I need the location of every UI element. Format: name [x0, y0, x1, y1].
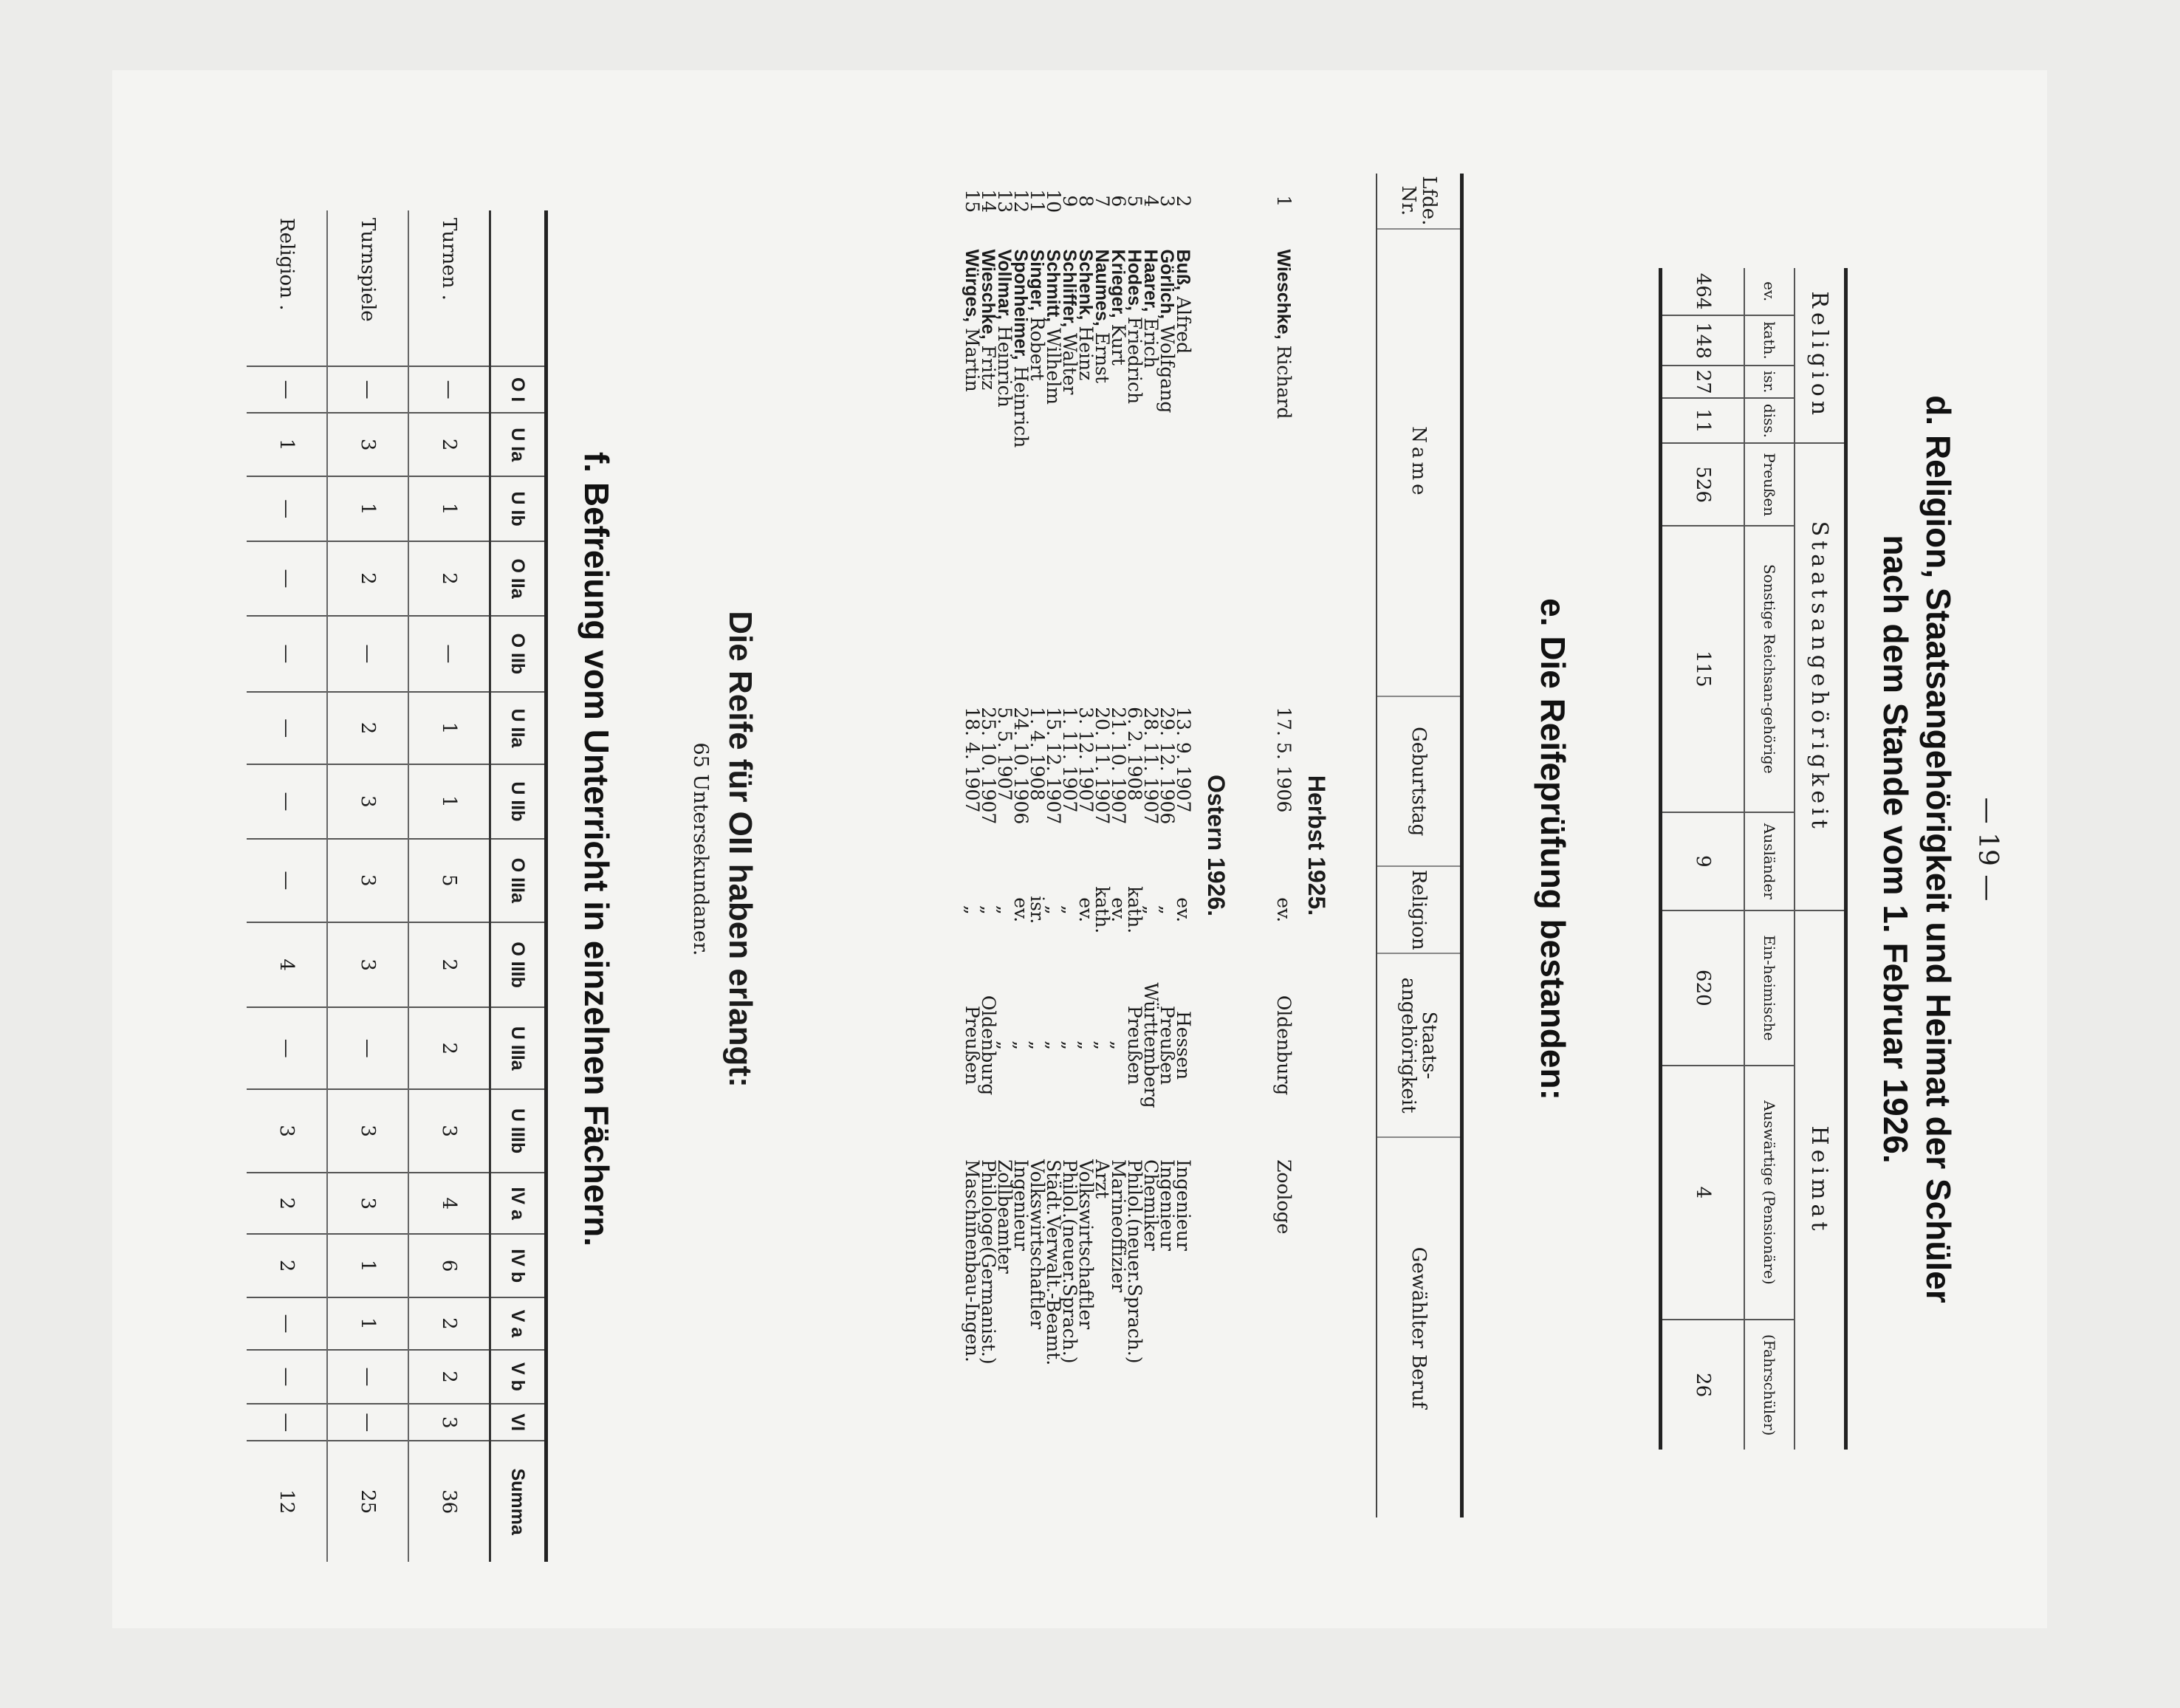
col-sonstige: Sonstige Reichsan-gehörige [1744, 526, 1795, 812]
row-birthdate: 6. 2. 1908 [1124, 707, 1145, 801]
row-nr: 8 [1075, 195, 1097, 208]
row-religion: „ [1043, 905, 1064, 915]
row-career: Philol.(neuer.Sprach.) [1124, 1159, 1145, 1364]
reife-subtitle: 65 Untersekundaner. [689, 742, 712, 956]
row-state: Oldenburg [978, 995, 999, 1096]
first-name: Heinz [1075, 320, 1097, 381]
row-name [1075, 229, 1097, 697]
exemption-count: — [327, 616, 408, 692]
surname: Hodes, [1124, 249, 1145, 311]
exemption-count: 1 [327, 476, 408, 541]
row-nr: 12 [1010, 189, 1032, 213]
row-name [1273, 229, 1295, 697]
surname: Krieger, [1108, 249, 1128, 318]
row-name [1124, 229, 1145, 697]
exemption-count: — [327, 366, 408, 413]
exemption-count: 2 [247, 1234, 327, 1297]
exemption-count: 3 [327, 764, 408, 839]
exemption-count: 12 [247, 1441, 327, 1562]
row-religion: ev. [1075, 897, 1097, 923]
exemption-count: 3 [327, 1089, 408, 1173]
befreiung-table [247, 210, 548, 1562]
class-column-header: VI [490, 1404, 546, 1441]
class-column-header: IV b [490, 1234, 546, 1297]
row-name [1140, 229, 1162, 697]
reife-title: Die Reife für OII haben erlangt: [722, 611, 758, 1088]
class-column-header: U IIIb [490, 1089, 546, 1173]
surname: Schliffer, [1059, 249, 1080, 328]
col-preussen: Preußen [1744, 443, 1795, 525]
row-nr: 14 [978, 189, 999, 213]
surname: Buß, [1173, 249, 1193, 291]
exemption-count: — [327, 1007, 408, 1089]
row-name [1026, 229, 1048, 697]
row-career: Ingenieur [1156, 1159, 1178, 1251]
row-career: Chemiker [1140, 1159, 1162, 1251]
exemption-count: — [247, 366, 327, 413]
first-name: Heinrich [1010, 360, 1032, 448]
row-state: „ [1108, 1040, 1129, 1051]
row-state: Preußen [1156, 1005, 1178, 1085]
exemption-count: 3 [247, 1089, 327, 1173]
table-row [964, 174, 980, 1517]
value-fahrschueler: 26 [1661, 1320, 1745, 1450]
class-column-header: U IIa [490, 692, 546, 764]
subject-label: Turnen . [408, 210, 490, 366]
row-name [978, 229, 999, 697]
row-religion: „ [1059, 905, 1080, 915]
exemption-count: 3 [327, 922, 408, 1008]
spacer-row [1342, 174, 1377, 1517]
class-column-header: U IIIa [490, 1007, 546, 1089]
row-religion: kath. [1124, 886, 1145, 934]
exemption-count: — [247, 541, 327, 616]
row-career: Volkswirtschaftler [1026, 1159, 1048, 1330]
term-row [1292, 174, 1342, 1517]
row-religion: ev. [1108, 897, 1129, 923]
surname: Singer, [1026, 249, 1047, 311]
table-row [1126, 174, 1142, 1517]
group-heimat: Heimat [1795, 910, 1846, 1450]
row-religion: „ [962, 905, 983, 915]
value-kath: 148 [1661, 315, 1745, 366]
exemption-count: 2 [408, 1297, 490, 1350]
religion-nationality-table [1659, 268, 1848, 1450]
page-number: — 19 — [1972, 797, 2003, 902]
exemption-count: 3 [327, 1173, 408, 1234]
exemption-count: — [247, 476, 327, 541]
exemption-count: 1 [408, 476, 490, 541]
table-row [327, 210, 408, 1562]
row-birthdate: 3. 12. 1907 [1075, 707, 1097, 813]
exemption-count: 2 [408, 922, 490, 1008]
col-auslaender: Ausländer [1744, 812, 1795, 910]
exemption-count: 2 [327, 692, 408, 764]
first-name: Wilhelm [1043, 322, 1064, 405]
subject-label: Religion . [275, 218, 298, 311]
group-staatsangehoerigkeit: Staatsangehörigkeit [1795, 443, 1846, 910]
value-auslaender: 9 [1661, 812, 1745, 910]
row-birthdate: 13. 9. 1907 [1173, 707, 1194, 813]
first-name: Erich [1140, 312, 1162, 368]
row-state: „ [994, 1040, 1015, 1051]
first-name: Alfred [1173, 290, 1194, 354]
value-ev: 464 [1661, 268, 1745, 315]
exemption-count: 4 [408, 1173, 490, 1234]
first-name: Kurt [1108, 318, 1129, 366]
group-religion: Religion [1795, 268, 1846, 443]
header-name: Name [1377, 229, 1462, 697]
row-religion: kath. [1091, 886, 1113, 934]
row-career: Philologe(Germanist.) [978, 1159, 999, 1365]
row-career: Maschinenbau-Ingen. [962, 1159, 983, 1362]
row-state: Oldenburg [1273, 995, 1295, 1096]
exemption-count: — [247, 1297, 327, 1350]
exemption-count: 2 [247, 1173, 327, 1234]
exemption-count: — [327, 1350, 408, 1404]
row-name [1043, 229, 1064, 697]
row-name [1059, 229, 1080, 697]
row-nr: 6 [1108, 195, 1129, 208]
row-birthdate: 20. 11. 1907 [1091, 707, 1113, 825]
class-column-header: V b [490, 1350, 546, 1404]
exemption-count: 1 [327, 1234, 408, 1297]
row-career: Städt.Verwalt.-Beamt. [1043, 1159, 1064, 1366]
row-name [1173, 229, 1194, 697]
class-column-header: U Ia [490, 413, 546, 476]
row-career: Ingenieur [1010, 1159, 1032, 1251]
exemption-count: 36 [408, 1441, 490, 1562]
exemption-count: 2 [408, 541, 490, 616]
exemption-count: 4 [247, 922, 327, 1008]
surname: Wieschke, [978, 249, 998, 340]
row-religion: ev. [1173, 897, 1194, 923]
row-career: Zollbeamter [994, 1159, 1015, 1274]
col-isr: isr. [1744, 366, 1795, 399]
row-nr: 2 [1173, 195, 1194, 208]
row-name [1010, 229, 1032, 697]
section-f-title: f. Befreiung vom Unterricht in einzelnen Fächern. [577, 451, 616, 1247]
term-row [1191, 174, 1241, 1517]
exemption-count: 3 [327, 413, 408, 476]
row-state: „ [1026, 1040, 1048, 1051]
row-religion: „ [1140, 905, 1162, 915]
row-career: Marineoffizier [1108, 1159, 1129, 1293]
row-career: Volkswirtschaftler [1075, 1159, 1097, 1330]
row-state: Preußen [962, 1005, 983, 1085]
first-name: Wolfgang [1156, 319, 1178, 414]
surname: Schmitt, [1043, 249, 1063, 323]
exemption-count: 5 [408, 839, 490, 922]
surname: Haarer, [1140, 249, 1161, 312]
exemption-count: — [408, 616, 490, 692]
class-column-header: V a [490, 1297, 546, 1350]
row-birthdate: 25. 10. 1907 [978, 707, 999, 825]
class-column-header: U Ib [490, 476, 546, 541]
exemption-count: 1 [408, 692, 490, 764]
first-name: Ernst [1091, 326, 1113, 383]
exemption-count: 25 [327, 1441, 408, 1562]
first-name: Walter [1059, 327, 1080, 395]
exemption-count: 2 [327, 541, 408, 616]
surname: Sponheimer, [1010, 249, 1031, 360]
exemption-count: 2 [408, 413, 490, 476]
row-religion: isr. [1026, 896, 1048, 925]
row-state: Hessen [1173, 1010, 1194, 1080]
value-einheimische: 620 [1661, 910, 1745, 1066]
row-nr: 3 [1156, 195, 1178, 208]
row-birthdate: 5. 5. 1907 [994, 707, 1015, 801]
value-auswaertige: 4 [1661, 1066, 1745, 1320]
row-name [1156, 229, 1178, 697]
row-religion: „ [994, 905, 1015, 915]
col-fahrschueler: (Fahrschüler) [1744, 1320, 1795, 1450]
exemption-count: — [247, 839, 327, 922]
section-d-title: d. Religion, Staatsangehörigkeit und Heimat der Schüler [1919, 395, 1958, 1303]
row-nr: 13 [994, 189, 1015, 213]
document-page [112, 70, 2047, 1628]
exemption-count: 3 [327, 839, 408, 922]
first-name: Martin [962, 322, 983, 392]
row-nr: 9 [1059, 195, 1080, 208]
row-name [1091, 229, 1113, 697]
row-birthdate: 29. 12. 1906 [1156, 707, 1178, 825]
exemption-count: 1 [247, 413, 327, 476]
class-column-header: O IIIb [490, 922, 546, 1008]
row-religion: „ [1156, 905, 1178, 915]
exemption-count: 3 [408, 1404, 490, 1441]
surname: Wieschke, [1273, 249, 1294, 340]
row-birthdate: 24. 10. 1906 [1010, 707, 1032, 825]
row-birthdate: 1. 4. 1908 [1026, 707, 1048, 801]
class-column-header: Summa [490, 1441, 546, 1562]
exemption-count: — [327, 1404, 408, 1441]
class-column-header: IV a [490, 1173, 546, 1234]
value-isr: 27 [1661, 366, 1745, 399]
header-staatsangehoerigkeit: Staats-angehörigkeit [1377, 953, 1462, 1137]
exemption-count: 1 [327, 1297, 408, 1350]
row-career: Zoologe [1273, 1159, 1295, 1235]
class-column-header: O I [490, 366, 546, 413]
class-column-header: O IIb [490, 616, 546, 692]
exemption-count: — [247, 692, 327, 764]
class-column-header: U IIb [490, 764, 546, 839]
col-kath: kath. [1744, 315, 1795, 366]
header-nr: Lfde. Nr. [1377, 174, 1462, 229]
header-religion: Religion [1377, 866, 1462, 953]
row-birthdate: 17. 5. 1906 [1273, 707, 1295, 813]
term-label: Herbst 1925. [1303, 775, 1331, 916]
section-e-title: e. Die Reifeprüfung bestanden: [1534, 598, 1572, 1100]
exemption-count: — [247, 1350, 327, 1404]
surname: Schenk, [1075, 249, 1096, 320]
first-name: Richard [1273, 339, 1295, 419]
first-name: Heinrich [994, 320, 1015, 408]
row-career: Philol.(neuer.Sprach.) [1059, 1159, 1080, 1364]
table-row [1159, 174, 1175, 1517]
row-religion: ev. [1010, 897, 1032, 923]
exemption-count: — [247, 1007, 327, 1089]
row-birthdate: 1. 11. 1907 [1059, 707, 1080, 813]
header-geburtstag: Geburtstag [1377, 696, 1462, 866]
row-name [962, 229, 983, 697]
subject-label: Turnspiele [327, 210, 408, 366]
section-d-subtitle: nach dem Stande vom 1. Februar 1926. [1876, 535, 1915, 1164]
value-diss: 11 [1661, 398, 1745, 443]
value-sonstige: 115 [1661, 526, 1745, 812]
row-state: Württemberg [1140, 982, 1162, 1108]
row-nr: 4 [1140, 195, 1162, 208]
row-nr: 11 [1026, 189, 1048, 213]
row-birthdate: 28. 11. 1907 [1140, 707, 1162, 825]
row-state: „ [1043, 1040, 1064, 1051]
table-row [408, 210, 490, 1562]
exemption-count: 6 [408, 1234, 490, 1297]
term-label: Ostern 1926. [1203, 774, 1230, 917]
row-nr: 15 [962, 189, 983, 213]
exemption-count: 3 [408, 1089, 490, 1173]
row-nr: 10 [1043, 189, 1064, 213]
surname: Görlich, [1156, 249, 1177, 320]
row-state: „ [1059, 1040, 1080, 1051]
exemption-count: — [247, 764, 327, 839]
surname: Würges, [962, 249, 982, 323]
row-name [1108, 229, 1129, 697]
exemption-count: — [247, 616, 327, 692]
value-preussen: 526 [1661, 443, 1745, 525]
row-birthdate: 21. 10. 1907 [1108, 707, 1129, 825]
row-nr: 7 [1091, 195, 1113, 208]
row-nr: 1 [1273, 195, 1295, 208]
row-nr: 5 [1124, 195, 1145, 208]
class-column-header: O IIIa [490, 839, 546, 922]
exemption-count: — [247, 1404, 327, 1441]
row-career: Ingenieur [1173, 1159, 1194, 1251]
row-birthdate: 18. 4. 1907 [962, 707, 983, 813]
surname: Vollmar, [994, 249, 1015, 320]
row-religion: ev. [1273, 897, 1295, 923]
spacer-row [1241, 174, 1275, 1517]
row-career: Arzt [1091, 1159, 1113, 1199]
exemption-count: 2 [408, 1007, 490, 1089]
row-state: „ [1075, 1040, 1097, 1051]
row-religion: „ [978, 905, 999, 915]
exemption-count: 2 [408, 1350, 490, 1404]
col-ev: ev. [1744, 268, 1795, 315]
first-name: Friedrich [1124, 310, 1145, 405]
col-diss: diss. [1744, 398, 1795, 443]
col-auswaertige: Auswärtige (Pensionäre) [1744, 1066, 1795, 1320]
reifepruefung-table [964, 174, 1464, 1517]
class-column-header: O IIa [490, 541, 546, 616]
col-einheimische: Ein-heimische [1744, 910, 1795, 1066]
row-state: „ [1010, 1040, 1032, 1051]
first-name: Fritz [978, 339, 999, 391]
surname: Naumes, [1091, 249, 1112, 326]
exemption-count: 1 [408, 764, 490, 839]
table-row [247, 210, 327, 1562]
header-corner [490, 210, 546, 366]
row-state: Preußen [1124, 1005, 1145, 1085]
row-name [994, 229, 1015, 697]
header-beruf: Gewählter Beruf [1377, 1137, 1462, 1517]
row-birthdate: 15. 12. 1907 [1043, 707, 1064, 825]
exemption-count: — [408, 366, 490, 413]
first-name: Robert [1026, 310, 1048, 381]
row-state: „ [1091, 1040, 1113, 1051]
table-row [1275, 174, 1292, 1517]
